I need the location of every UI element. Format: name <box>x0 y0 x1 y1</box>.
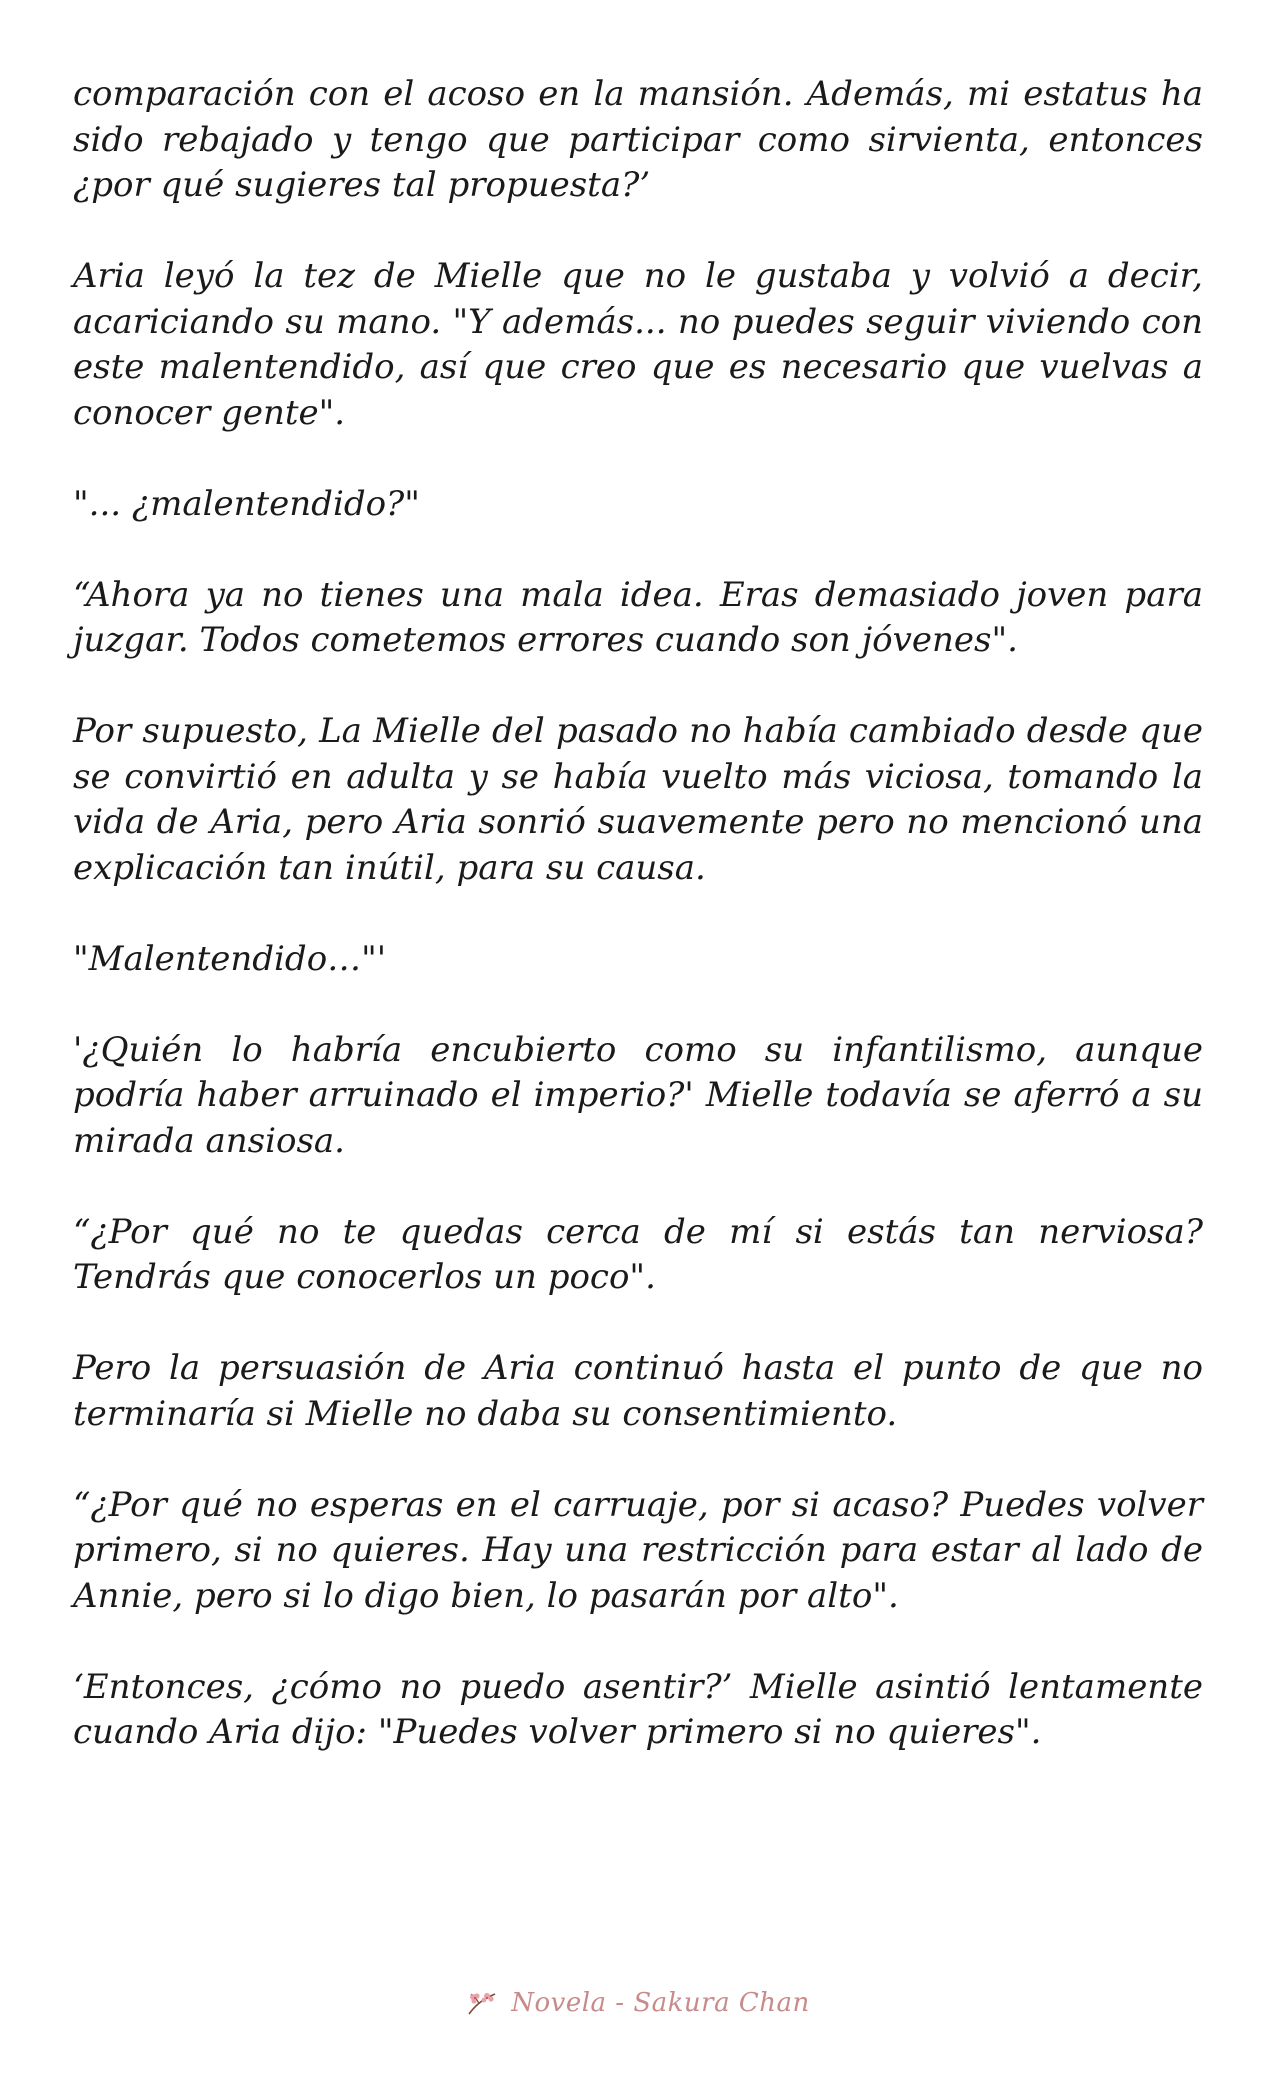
paragraph-3: "... ¿malentendido?" <box>73 483 420 524</box>
document-body <box>73 72 1203 1801</box>
paragraph-8: “¿Por qué no te quedas cerca de mí si estás tan nerviosa? Tendrás que conocerlos un poco". <box>73 1211 1203 1297</box>
paragraph-1: comparación con el acoso en la mansión. Además, mi estatus ha sido rebajado y tengo que participar como sirvienta, entonces ¿por qué sugieres tal propuesta?’ <box>73 74 1203 205</box>
paragraph-10: “¿Por qué no esperas en el carruaje, por si acaso? Puedes volver primero, si no quieres. Hay una restricción para estar al lado de Annie, pero si lo digo bien, lo pasarán por alto". <box>73 1484 1203 1616</box>
watermark-footer <box>0 1988 1275 2018</box>
paragraph-7: '¿Quién lo habría encubierto como su infantilismo, aunque podría haber arruinado el imperio?' Mielle todavía se aferró a su mirada ansiosa. <box>73 1029 1203 1161</box>
paragraph-6: "Malentendido…"' <box>73 938 387 979</box>
paragraph-5: Por supuesto, La Mielle del pasado no había cambiado desde que se convirtió en adulta y se había vuelto más viciosa, tomando la vida de Aria, pero Aria sonrió suavemente pero no mencionó una explicación tan inútil, para su causa. <box>73 711 1203 888</box>
paragraph-9: Pero la persuasión de Aria continuó hasta el punto de que no terminaría si Mielle no daba su consentimiento. <box>73 1348 1203 1434</box>
paragraph-2: Aria leyó la tez de Mielle que no le gustaba y volvió a decir, acariciando su mano. "Y además... no puedes seguir viviendo con este malentendido, así que creo que es necesario que vuelvas a conocer gente". <box>73 256 1203 433</box>
watermark-text: Novela - Sakura Chan <box>511 1988 810 2018</box>
paragraph-11: ‘Entonces, ¿cómo no puedo asentir?’ Mielle asintió lentamente cuando Aria dijo: "Puedes volver primero si no quieres". <box>73 1666 1203 1752</box>
paragraph-4: “Ahora ya no tienes una mala idea. Eras demasiado joven para juzgar. Todos cometemos errores cuando son jóvenes". <box>73 574 1203 660</box>
cherry-blossom-icon <box>465 1988 501 2018</box>
